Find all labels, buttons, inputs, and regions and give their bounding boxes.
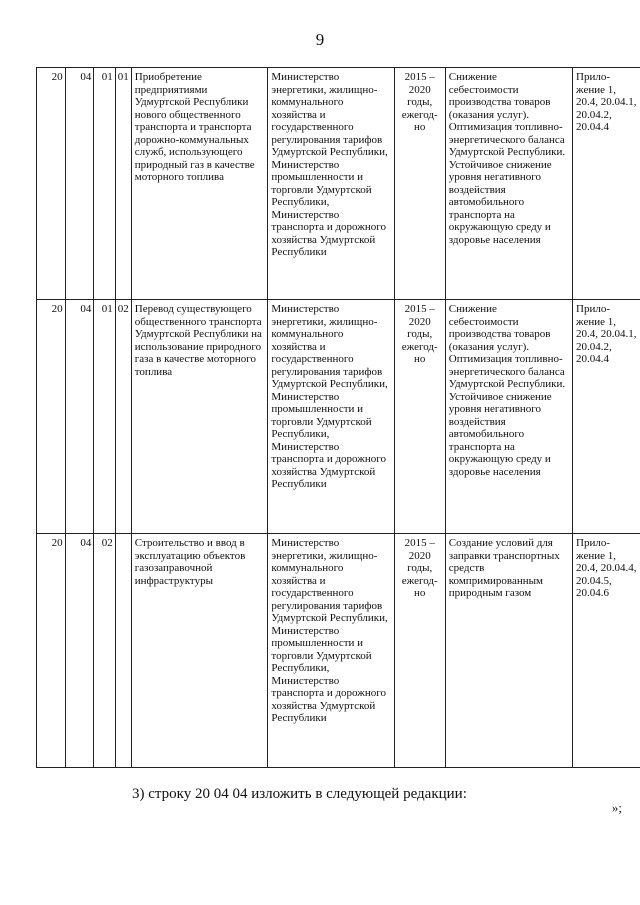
- period-cell: 2015 – 2020 годы, ежегод-но: [394, 300, 445, 534]
- page-number: 9: [315, 30, 325, 49]
- program-table: [36, 67, 640, 768]
- table-row: [37, 68, 640, 300]
- table-row: [37, 534, 640, 768]
- code-main-event-cell: 01: [94, 68, 115, 300]
- executor-cell: Министерство энергетики, жилищно-коммунального хозяйства и государственного регулирования тарифов Удмуртской Республики, Министерство промышленности и торговли Удмуртской Республики, Министерство транспорта и дорожного хозяйства Удмуртской Республики: [268, 300, 394, 534]
- event-name-cell: Перевод существующего общественного транспорта Удмуртской Республики на использование природного газа в качестве моторного топлива: [131, 300, 268, 534]
- code-main-event-cell: 02: [94, 534, 115, 768]
- code-event-cell: 02: [115, 300, 131, 534]
- code-event-cell: 01: [115, 68, 131, 300]
- code-event-cell: [115, 534, 131, 768]
- executor-cell: Министерство энергетики, жилищно-коммунального хозяйства и государственного регулирования тарифов Удмуртской Республики, Министерство промышленности и торговли Удмуртской Республики, Министерство транспорта и дорожного хозяйства Удмуртской Республики: [268, 68, 394, 300]
- result-cell: Снижение себестоимости производства товаров (оказания услуг). Оптимизация топливно-энергетического баланса Удмуртской Республики. Устойчивое снижение уровня негативного воздействия автомобильного транспорта на окружающую среду и здоровье населения: [445, 68, 572, 300]
- code-main-event-cell: 01: [94, 300, 115, 534]
- code-section-cell: 20: [37, 534, 66, 768]
- reference-cell: Прило-жение 1, 20.4, 20.04.1, 20.04.2, 20.04.4: [573, 300, 640, 534]
- code-subsection-cell: 04: [65, 300, 94, 534]
- event-name-cell: Приобретение предприятиями Удмуртской Республики нового общественного транспорта и транспорта дорожно-коммунальных служб, использующего природный газ в качестве моторного топлива: [131, 68, 268, 300]
- code-section-cell: 20: [37, 68, 66, 300]
- period-cell: 2015 – 2020 годы, ежегод-но: [394, 534, 445, 768]
- result-cell: Создание условий для заправки транспортных средств компримированным природным газом: [445, 534, 572, 768]
- reference-cell: Прило-жение 1, 20.4, 20.04.4, 20.04.5, 20.04.6: [573, 534, 640, 768]
- amendment-instruction: 3) строку 20 04 04 изложить в следующей редакции:: [132, 786, 467, 802]
- reference-cell: Прило-жение 1, 20.4, 20.04.1, 20.04.2, 20.04.4: [573, 68, 640, 300]
- result-cell: Снижение себестоимости производства товаров (оказания услуг). Оптимизация топливно-энергетического баланса Удмуртской Республики. Устойчивое снижение уровня негативного воздействия автомобильного транспорта на окружающую среду и здоровье населения: [445, 300, 572, 534]
- closing-quote-mark: »;: [611, 800, 622, 815]
- event-name-cell: Строительство и ввод в эксплуатацию объектов газозаправочной инфраструктуры: [131, 534, 268, 768]
- period-cell: 2015 – 2020 годы, ежегод-но: [394, 68, 445, 300]
- code-subsection-cell: 04: [65, 68, 94, 300]
- code-subsection-cell: 04: [65, 534, 94, 768]
- code-section-cell: 20: [37, 300, 66, 534]
- executor-cell: Министерство энергетики, жилищно-коммунального хозяйства и государственного регулирования тарифов Удмуртской Республики, Министерство промышленности и торговли Удмуртской Республики, Министерство транспорта и дорожного хозяйства Удмуртской Республики: [268, 534, 394, 768]
- table-row: [37, 300, 640, 534]
